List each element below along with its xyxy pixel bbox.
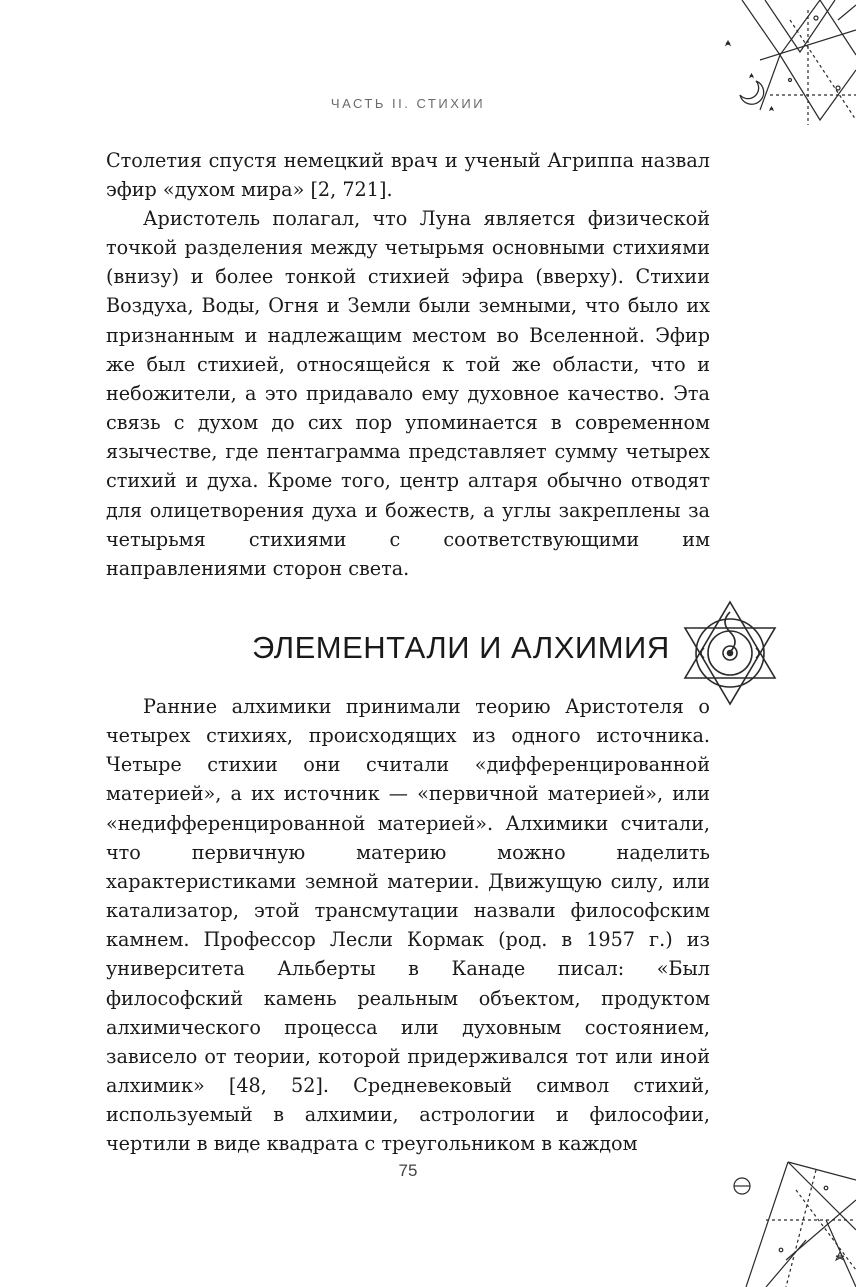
paragraph-3: Ранние алхимики принимали теорию Аристотеля о четырех стихиях, происходящих из одного источника. Четыре стихии они считали «дифференцированной материей», а их источник — «первичной материей», или «недифференцированной материей». Алхимики считали, что первичную материю можно наделить характеристиками земной материи. Движущую силу, или катализатор, этой трансмутации назвали философским камнем. Профессор Лесли Кормак (род. в 1957 г.) из университета Альберты в Канаде писал: «Был философский камень реальным объектом, продуктом алхимического процесса или духовным состоянием, зависело от теории, которой придерживался тот или иной алхимик» [48, 52]. Средневековый символ стихий, используемый в алхимии, астрологии и философии, чертили в виде квадрата с треугольником в каждом xyxy=(106,695,710,1156)
running-head: ЧАСТЬ II. СТИХИИ xyxy=(330,96,486,111)
paragraph-2: Аристотель полагал, что Луна является физической точкой разделения между четырьмя основными стихиями (внизу) и более тонкой стихией эфира (вверху). Стихии Воздуха, Воды, Огня и Земли были земными, что было их признанным и надлежащим местом во Вселенной. Эфир же был стихией, относящейся к той же области, что и небожители, а это придавало ему духовное качество. Эта связь с духом до сих пор упоминается в современном язычестве, где пентаграмма представляет сумму четырех стихий и духа. Кроме того, центр алтаря обычно отводят для олицетворения духа и божеств, а углы закреплены за четырьмя стихиями с соответствующими им направлениями сторон света. xyxy=(106,207,710,580)
corner-ornament-top xyxy=(720,0,856,125)
section-heading: ЭЛЕМЕНТАЛИ И АЛХИМИЯ xyxy=(252,630,670,665)
paragraph-1: Столетия спустя немецкий врач и ученый Агриппа назвал эфир «духом мира» [2, 721]. xyxy=(106,149,710,202)
corner-ornament-bottom xyxy=(726,1160,856,1287)
page-number: 75 xyxy=(398,1161,418,1180)
